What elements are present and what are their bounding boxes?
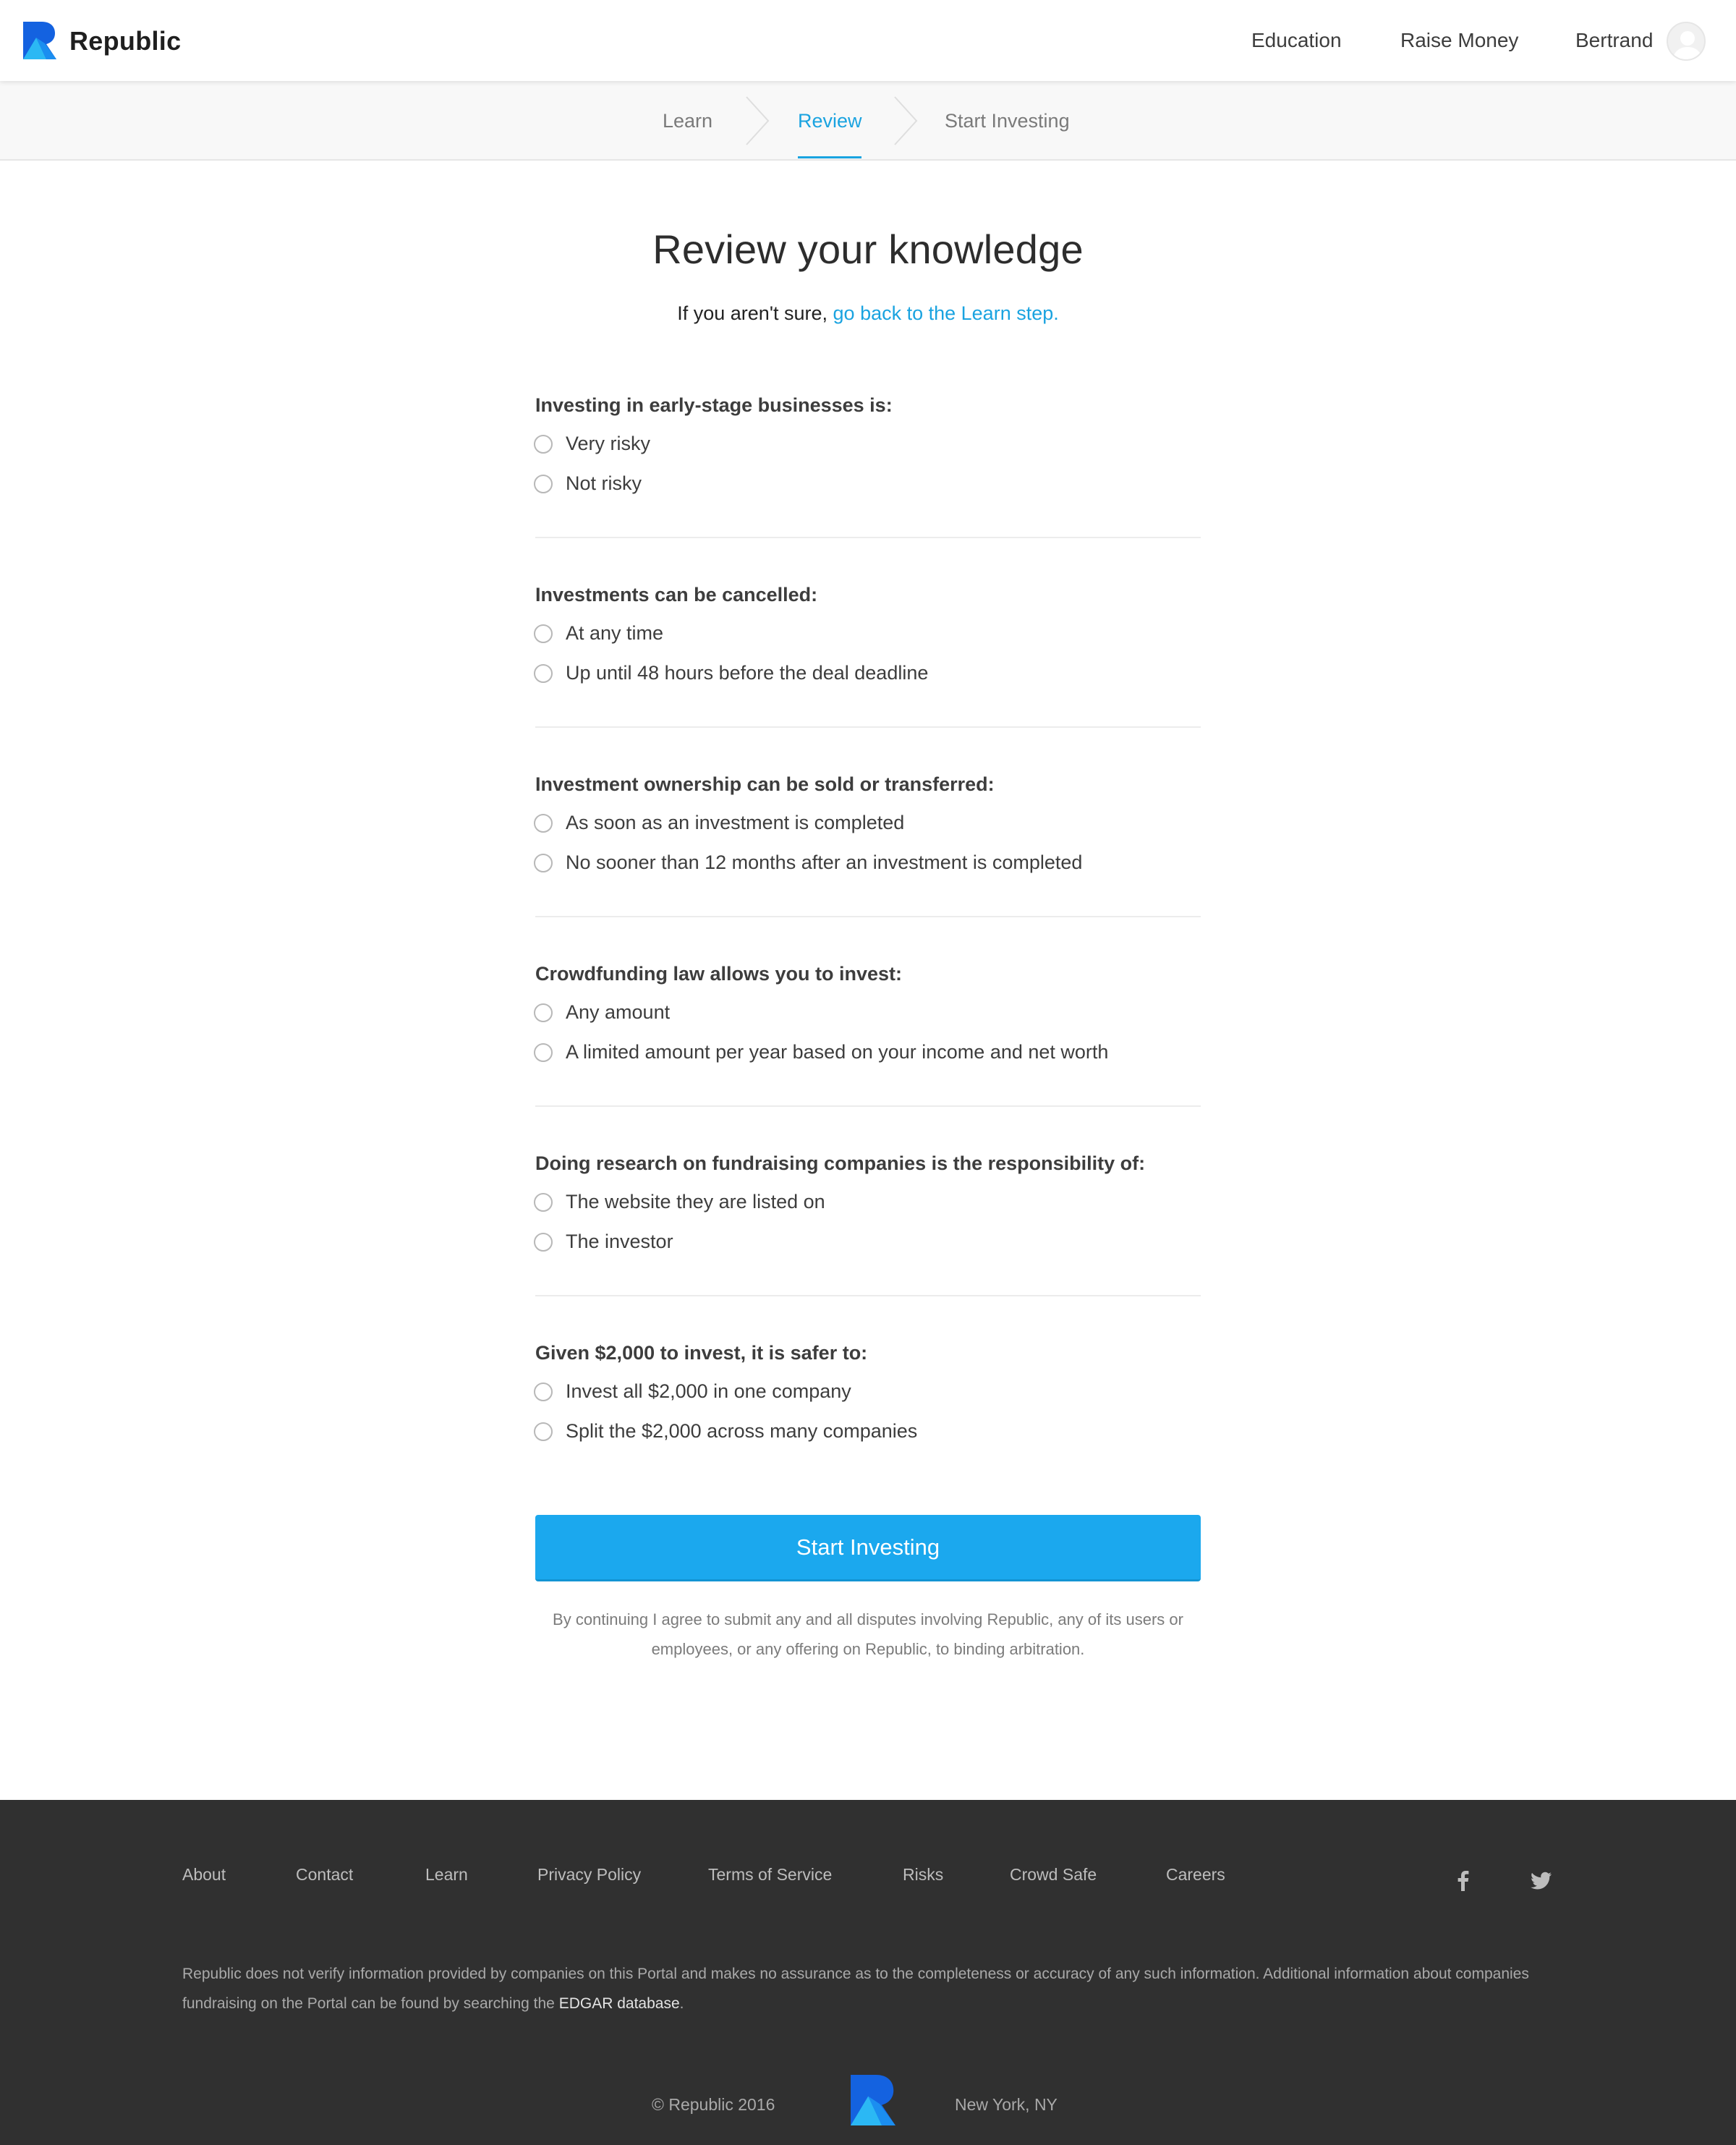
arbitration-disclaimer: By continuing I agree to submit any and all disputes involving Republic, any of its users or employees, or any offering on Republic, to binding arbitration.	[553, 1610, 1183, 1658]
question-text: Doing research on fundraising companies is the responsibility of:	[535, 1152, 1146, 1174]
republic-logo-icon[interactable]	[849, 2075, 897, 2125]
answer-option[interactable]	[535, 653, 1201, 693]
footer-link-privacy-policy[interactable]: Privacy Policy	[537, 1865, 642, 1884]
question-6	[535, 1338, 1201, 1451]
nav-raise-money[interactable]: Raise Money	[1400, 29, 1519, 51]
edgar-database-link[interactable]: EDGAR database	[558, 1995, 680, 2012]
answer-option[interactable]	[535, 1032, 1201, 1072]
page-title: Review your knowledge	[652, 226, 1084, 272]
question-text: Investing in early-stage businesses is:	[535, 394, 893, 416]
question-5	[535, 1149, 1201, 1262]
step-start-investing[interactable]: Start Investing	[945, 110, 1070, 132]
radio-button[interactable]	[534, 1003, 553, 1022]
option-label: Up until 48 hours before the deal deadline	[566, 662, 929, 684]
footer-link-contact[interactable]: Contact	[296, 1865, 354, 1884]
answer-option[interactable]	[535, 1372, 1201, 1411]
back-to-learn-link[interactable]: go back to the Learn step.	[833, 302, 1059, 324]
legal-text: Republic does not verify information provided by companies on this Portal and makes no assurance as to the completeness or accuracy of any such information. Additional information about companies fundraising on the Portal can be found by searching the	[182, 1966, 1529, 2012]
answer-option[interactable]	[535, 424, 1201, 464]
top-navigation-bar	[0, 0, 1736, 81]
chevron-right-icon	[744, 95, 773, 146]
question-text: Investment ownership can be sold or transferred:	[535, 773, 995, 795]
avatar[interactable]	[1667, 22, 1706, 61]
nav-education[interactable]: Education	[1251, 29, 1342, 51]
option-label: As soon as an investment is completed	[566, 812, 905, 833]
question-4	[535, 959, 1201, 1072]
radio-button[interactable]	[534, 1382, 553, 1401]
divider	[535, 537, 1201, 538]
step-review[interactable]: Review	[798, 110, 862, 132]
option-label: Not risky	[566, 472, 642, 494]
answer-option[interactable]	[535, 1182, 1201, 1222]
radio-button[interactable]	[534, 814, 553, 833]
radio-button[interactable]	[534, 1193, 553, 1212]
copyright: © Republic 2016	[652, 2095, 775, 2114]
twitter-icon[interactable]	[1529, 1868, 1554, 1893]
republic-logo-icon[interactable]	[23, 22, 56, 59]
footer-link-risks[interactable]: Risks	[903, 1865, 944, 1884]
radio-button[interactable]	[534, 624, 553, 643]
start-investing-button[interactable]: Start Investing	[535, 1515, 1201, 1581]
footer-location: New York, NY	[955, 2095, 1058, 2114]
option-label: The website they are listed on	[566, 1191, 825, 1212]
footer-link-crowd-safe[interactable]: Crowd Safe	[1010, 1865, 1097, 1884]
legal-notice	[182, 1959, 1557, 2018]
radio-button[interactable]	[534, 1043, 553, 1062]
radio-button[interactable]	[534, 854, 553, 872]
question-1	[535, 391, 1201, 504]
option-label: At any time	[566, 622, 664, 644]
option-label: Any amount	[566, 1001, 671, 1023]
answer-option[interactable]	[535, 803, 1201, 843]
question-2	[535, 580, 1201, 693]
answer-option[interactable]	[535, 1411, 1201, 1451]
radio-button[interactable]	[534, 664, 553, 683]
active-step-indicator	[798, 156, 861, 158]
footer	[0, 1800, 1736, 2145]
question-text: Crowdfunding law allows you to invest:	[535, 963, 903, 985]
footer-link-about[interactable]: About	[182, 1865, 226, 1884]
divider	[535, 726, 1201, 728]
answer-option[interactable]	[535, 464, 1201, 504]
footer-link-learn[interactable]: Learn	[425, 1865, 468, 1884]
answer-option[interactable]	[535, 1222, 1201, 1262]
answer-option[interactable]	[535, 993, 1201, 1032]
option-label: Invest all $2,000 in one company	[566, 1380, 851, 1402]
option-label: The investor	[566, 1231, 673, 1252]
subtitle-text: If you aren't sure,	[677, 302, 828, 324]
footer-link-careers[interactable]: Careers	[1166, 1865, 1225, 1884]
footer-link-terms-of-service[interactable]: Terms of Service	[708, 1865, 833, 1884]
legal-text-end: .	[679, 1995, 684, 2012]
question-text: Investments can be cancelled:	[535, 584, 818, 606]
divider	[535, 1105, 1201, 1107]
subtitle	[0, 302, 1736, 325]
step-learn[interactable]: Learn	[663, 110, 713, 132]
question-3	[535, 770, 1201, 883]
facebook-icon[interactable]	[1451, 1868, 1476, 1893]
chevron-right-icon	[892, 95, 921, 146]
option-label: No sooner than 12 months after an investment is completed	[566, 851, 1083, 873]
nav-user-name[interactable]: Bertrand	[1575, 29, 1654, 51]
radio-button[interactable]	[534, 475, 553, 493]
divider	[535, 916, 1201, 917]
option-label: Very risky	[566, 433, 651, 454]
option-label: Split the $2,000 across many companies	[566, 1420, 918, 1442]
question-text: Given $2,000 to invest, it is safer to:	[535, 1342, 868, 1364]
brand-name[interactable]: Republic	[69, 26, 182, 56]
answer-option[interactable]	[535, 613, 1201, 653]
radio-button[interactable]	[534, 1233, 553, 1252]
user-avatar-icon	[1668, 23, 1706, 61]
radio-button[interactable]	[534, 1422, 553, 1441]
answer-option[interactable]	[535, 843, 1201, 883]
radio-button[interactable]	[534, 435, 553, 454]
option-label: A limited amount per year based on your income and net worth	[566, 1041, 1109, 1063]
progress-steps	[0, 81, 1736, 161]
divider	[535, 1295, 1201, 1296]
